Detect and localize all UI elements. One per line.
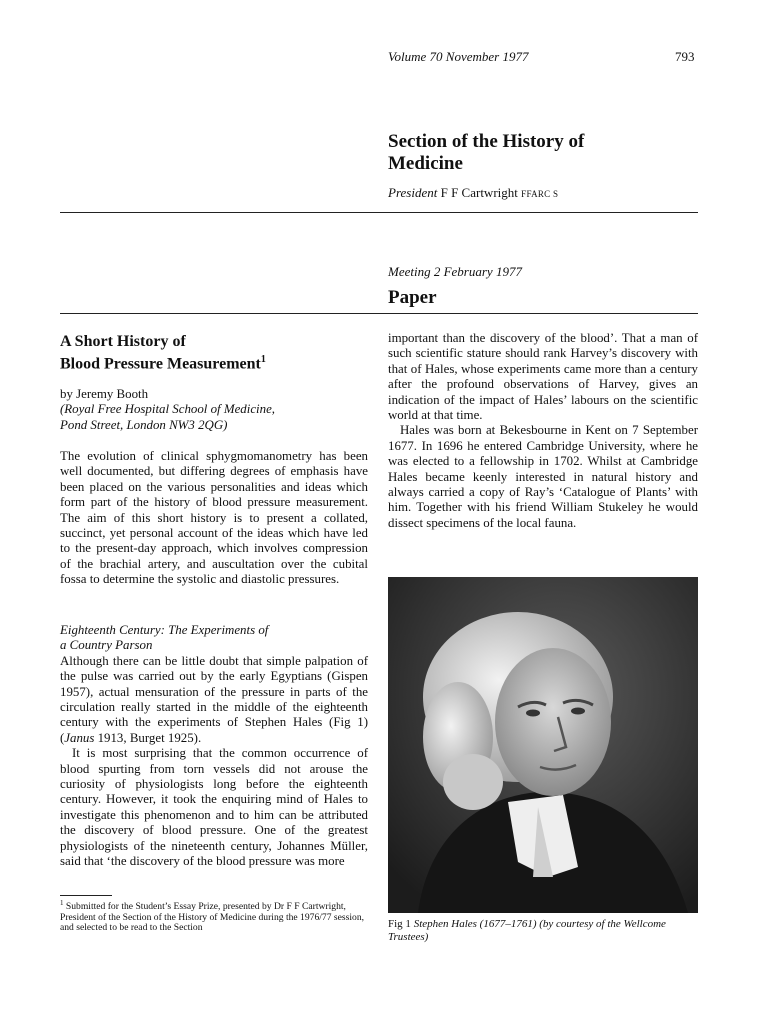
- right-column-body: [388, 331, 698, 531]
- paper-heading: Paper: [388, 287, 437, 308]
- running-head: Volume 70 November 1977: [388, 49, 529, 64]
- president-name: F F Cartwright: [440, 185, 518, 200]
- section-president: [388, 185, 558, 201]
- affiliation-line2: Pond Street, London NW3 2QG): [60, 417, 228, 432]
- president-label: President: [388, 185, 438, 200]
- article-title: [60, 333, 380, 373]
- section-title: Section of the History of Medicine: [388, 131, 585, 174]
- paragraph-4: Hales was born at Bekesbourne in Kent on 7 September 1677. In 1696 he entered Cambridge University, where he was elected to a fellowship in 1702. Whilst at Cambridge Hales became keenly interested in natural history and always carried a copy of Ray’s ‘Catalogue of Plants’ with him. Together with his friend William Stukeley he would dissect specimens of the local fauna.: [388, 423, 698, 530]
- paper-rule: [60, 313, 698, 314]
- paragraph-3: important than the discovery of the blood’. That a man of such scientific stature should rank Harvey’s discovery with that of Hales, whose experiments came more than a century after the profound observations of Harvey, gives an indication of the impact of Hales’ labours on the scientific world at that time.: [388, 331, 698, 423]
- footnote-mark: 1: [260, 354, 266, 365]
- page-number: 793: [675, 49, 695, 64]
- figure-credit: (by courtesy of the Wellcome Trustees): [388, 918, 666, 943]
- paragraph-1: Although there can be little doubt that simple palpation of the pulse was carried out by the early Egyptians (Gispen 1957), actual mensuration of the pressure in parts of the circulation really started in the middle of the eighteenth century with the experiments of Stephen Hales (Fig 1) (Janus 1913, Burget 1925).: [60, 653, 368, 745]
- figure-dates: (1677–1761): [479, 918, 537, 930]
- portrait-image: [388, 577, 698, 913]
- article-title-line2: Blood Pressure Measurement$^1$: [60, 354, 266, 373]
- figure-caption: [388, 918, 698, 943]
- intro-paragraph: The evolution of clinical sphygmomanometry has been well documented, but differing degrees of emphasis have been placed on the various personalities and ideas which form part of the history of blood pressure measurement. The aim of this short history is to present a collated, succinct, yet personal account of the ideas which have led to the present-day approach, which involves compression of the brachial artery, and auscultation over the cubital fossa to determine the systolic and diastolic pressures.: [60, 449, 368, 587]
- section-rule: [60, 212, 698, 213]
- affiliation-line1: (Royal Free Hospital School of Medicine,: [60, 402, 276, 417]
- paragraph-2: It is most surprising that the common occurrence of blood spurting from torn vessels did not arouse the curiosity of physiologists long before the eighteenth century. However, it took the enquiring mind of Hales to investigate this phenomenon and to him can be attributed the discovery of blood pressure. One of the greatest physiologists of the nineteenth century, Johannes Müller, said that ‘the discovery of the blood pressure was more: [60, 746, 368, 869]
- meeting-date: Meeting 2 February 1977: [388, 264, 522, 279]
- portrait-figure: [388, 577, 698, 913]
- figure-subject: Stephen Hales: [413, 918, 477, 930]
- byline: [60, 387, 370, 433]
- footnote: $^1$ Submitted for the Student’s Essay Prize, presented by Dr F F Cartwright, President of the Section of the History of Medicine during the 1976/77 session, and selected to be read to the Section: [60, 899, 365, 934]
- figure-label: Fig 1: [388, 918, 411, 930]
- footnote-rule: [60, 895, 112, 896]
- author: by Jeremy Booth: [60, 387, 149, 401]
- left-column-body: [60, 623, 368, 870]
- president-suffix: FFARC S: [521, 189, 559, 199]
- subhead: Eighteenth Century: The Experiments of a Country Parson: [60, 623, 269, 653]
- article-title-line1: A Short History of: [60, 333, 186, 350]
